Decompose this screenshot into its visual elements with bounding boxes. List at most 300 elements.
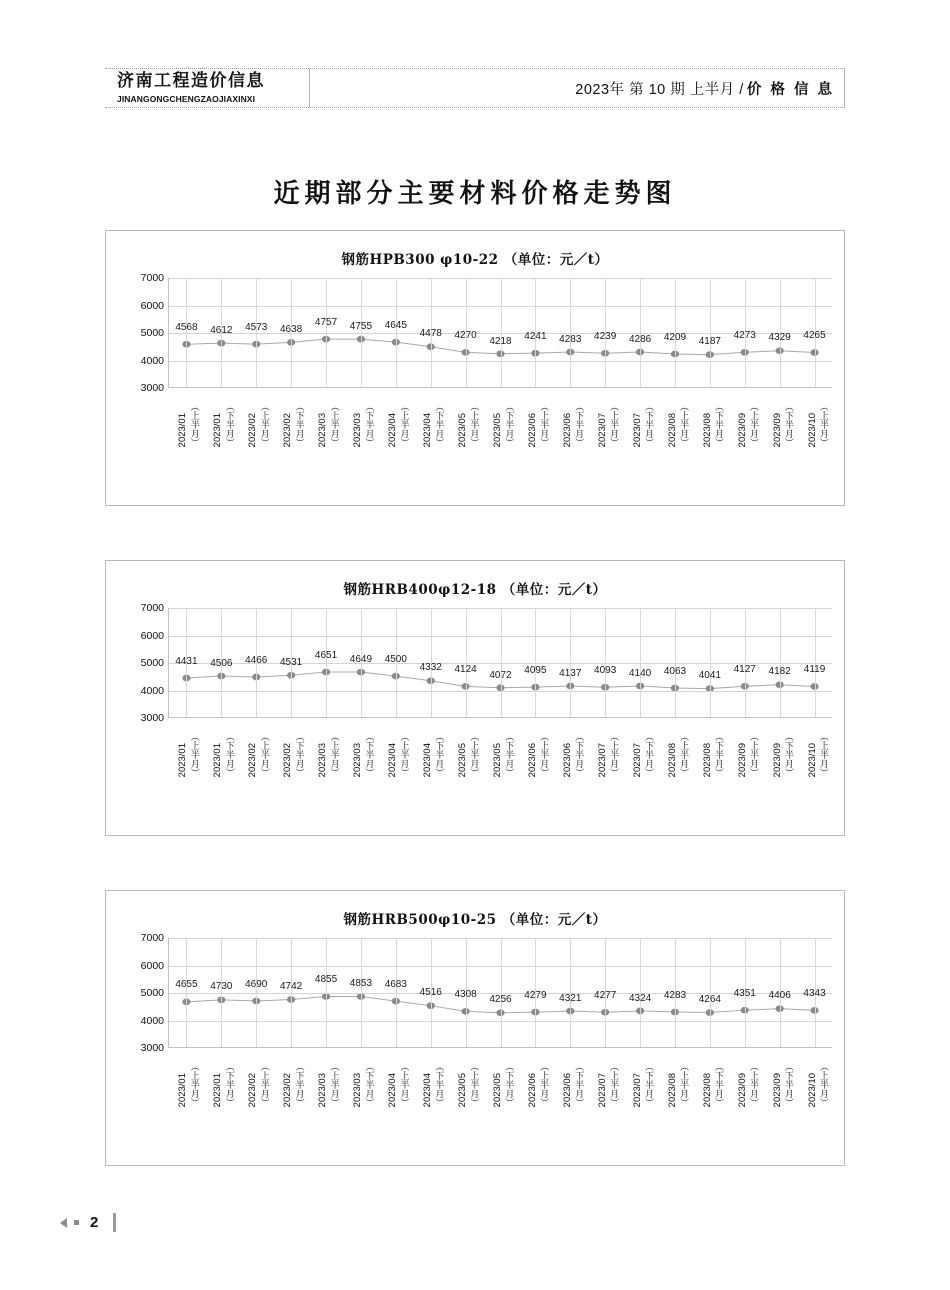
data-point-label: 4649 (349, 653, 373, 665)
y-axis-tick: 6000 (140, 959, 164, 972)
gridline-vertical (780, 608, 781, 717)
y-axis-tick: 3000 (140, 1042, 164, 1054)
data-point-label: 4286 (628, 333, 652, 345)
data-point-label: 4279 (524, 989, 547, 1001)
issue-date: 2023年 第 10 期 上半月 / (575, 81, 744, 98)
x-axis-date: 2023/01 (212, 742, 224, 777)
x-axis-tick-label (736, 1054, 758, 1110)
x-axis-half-month: （上半月） (468, 1062, 479, 1107)
y-axis-tick: 4000 (140, 1014, 164, 1027)
x-axis-half-month: （下半月） (293, 1062, 304, 1107)
x-axis-date: 2023/04 (387, 412, 399, 447)
gridline-vertical (815, 608, 816, 717)
x-axis-half-month: （上半月） (538, 402, 549, 447)
x-axis-date: 2023/06 (526, 412, 538, 447)
x-axis-half-month: （上半月） (678, 1062, 689, 1107)
x-axis-tick-label (666, 724, 689, 780)
x-axis-half-month: （下半月） (503, 402, 514, 447)
x-axis-half-month: （下半月） (782, 732, 793, 777)
x-axis-date: 2023/09 (736, 412, 748, 447)
x-axis-date: 2023/10 (806, 412, 818, 447)
data-point-label: 4209 (663, 331, 687, 343)
gridline-vertical (326, 938, 327, 1047)
x-axis-half-month: （上半月） (608, 732, 619, 777)
x-axis-date: 2023/07 (631, 412, 643, 447)
x-axis-tick-label (561, 724, 584, 780)
x-axis-tick-label (352, 394, 374, 450)
data-point-label: 4273 (733, 329, 756, 341)
x-axis-half-month: （上半月） (188, 732, 199, 777)
x-axis-date: 2023/09 (736, 1072, 748, 1107)
x-axis-half-month: （下半月） (573, 1062, 584, 1107)
x-axis-half-month: （下半月） (293, 732, 304, 777)
x-axis-date: 2023/07 (631, 742, 643, 777)
data-point-label: 4478 (419, 328, 442, 340)
page-title: 近期部分主要材料价格走势图 (273, 179, 677, 209)
x-axis-tick-label (282, 724, 304, 780)
page-rule (113, 1213, 116, 1232)
plot-wrapper (106, 272, 844, 493)
data-point-label: 4283 (663, 989, 687, 1001)
x-axis-half-month: （上半月） (538, 732, 549, 777)
x-axis-date: 2023/02 (247, 412, 259, 447)
x-axis-half-month: （下半月） (643, 402, 654, 447)
x-axis-tick-label (457, 394, 479, 450)
x-axis-half-month: （下半月） (573, 402, 584, 447)
x-axis-date: 2023/08 (666, 742, 678, 777)
x-axis-half-month: （下半月） (782, 402, 793, 447)
y-axis-tick: 4000 (140, 684, 164, 697)
x-axis-tick-label (492, 1054, 514, 1110)
x-axis-half-month: （下半月） (363, 1062, 374, 1107)
x-axis-tick-label (177, 724, 199, 780)
issue-info (310, 69, 845, 107)
x-axis-date: 2023/05 (457, 742, 469, 777)
y-axis-tick: 7000 (140, 602, 164, 614)
brand-title-cn: 济南工程造价信息 (117, 71, 265, 92)
x-axis-tick-label (177, 1054, 199, 1110)
x-axis-tick-label (317, 1054, 339, 1110)
data-point-label: 4755 (349, 320, 373, 332)
x-axis-half-month: （下半月） (433, 732, 444, 777)
data-point-label: 4072 (489, 669, 512, 681)
x-axis-date: 2023/06 (561, 1072, 573, 1107)
gridline-vertical (570, 278, 571, 387)
data-point-label: 4241 (524, 330, 547, 342)
triangle-left-icon (60, 1218, 67, 1228)
gridline-vertical (501, 938, 502, 1047)
x-axis-tick-label (422, 1054, 444, 1110)
x-axis-half-month: （上半月） (747, 732, 758, 777)
data-point-label: 4093 (594, 664, 617, 676)
x-axis-tick-label (352, 724, 374, 780)
data-point-label: 4277 (594, 989, 617, 1001)
x-axis-tick-label (177, 394, 199, 450)
x-axis-date: 2023/03 (352, 742, 364, 777)
x-axis-date: 2023/03 (352, 1072, 364, 1107)
x-axis-date: 2023/02 (247, 742, 259, 777)
x-axis-date: 2023/06 (561, 412, 573, 447)
x-axis-date: 2023/08 (701, 1072, 713, 1107)
x-axis-date: 2023/07 (596, 1072, 608, 1107)
x-axis-half-month: （上半月） (817, 732, 828, 777)
data-point-label: 4730 (210, 981, 233, 993)
x-axis-date: 2023/03 (317, 742, 329, 777)
x-axis-tick-label (701, 394, 723, 450)
x-axis-tick-label (561, 394, 584, 450)
gridline-vertical (256, 938, 257, 1047)
x-axis-date: 2023/05 (457, 412, 469, 447)
y-axis (116, 932, 164, 1054)
x-axis-date: 2023/09 (771, 412, 783, 447)
gridline-vertical (361, 938, 362, 1047)
x-axis-half-month: （下半月） (782, 1062, 793, 1107)
x-axis-date: 2023/05 (492, 742, 503, 777)
data-point-label: 4095 (524, 664, 547, 676)
gridline-vertical (535, 608, 536, 717)
data-point-label: 4516 (419, 987, 442, 999)
y-axis-tick: 5000 (140, 987, 164, 999)
x-axis-half-month: （上半月） (398, 732, 409, 777)
x-axis-tick-label (422, 724, 444, 780)
page-number: 2 (90, 1214, 99, 1231)
data-point-label: 4329 (768, 332, 791, 344)
x-axis-date: 2023/07 (596, 742, 608, 777)
x-axis-date: 2023/08 (666, 1072, 678, 1107)
data-point-label: 4332 (419, 662, 442, 674)
chart-title: 钢筋HRB400φ12-18 （单位：元／t） (343, 582, 607, 598)
brand-title-en: JINANGONGCHENGZAOJIAXINXI (117, 93, 256, 104)
gridline-vertical (745, 608, 746, 717)
x-axis-tick-label (212, 394, 234, 450)
x-axis-tick-label (806, 724, 828, 780)
x-axis-tick-label (526, 1054, 549, 1110)
x-axis-half-month: （上半月） (678, 402, 689, 447)
x-axis-tick-label (247, 724, 269, 780)
gridline-vertical (501, 608, 502, 717)
x-axis-half-month: （下半月） (713, 732, 723, 777)
y-axis (116, 602, 164, 724)
data-point-label: 4645 (384, 319, 407, 331)
x-axis-date: 2023/02 (247, 1072, 259, 1107)
x-axis-half-month: （上半月） (468, 402, 479, 447)
data-point-label: 4308 (454, 989, 477, 1001)
x-axis-half-month: （下半月） (433, 1062, 444, 1107)
x-axis-date: 2023/09 (771, 1072, 783, 1107)
x-axis (168, 390, 832, 490)
gridline-vertical (605, 608, 606, 717)
x-axis-date: 2023/06 (526, 742, 538, 777)
data-point-label: 4431 (175, 655, 198, 667)
page-header (105, 68, 845, 108)
x-axis-date: 2023/01 (177, 412, 189, 447)
x-axis-half-month: （上半月） (328, 732, 339, 777)
data-point-label: 4256 (489, 994, 512, 1006)
data-point-label: 4239 (594, 330, 617, 342)
x-axis-tick-label (212, 724, 234, 780)
data-point-label: 4127 (733, 664, 756, 675)
x-axis-half-month: （下半月） (713, 402, 723, 447)
x-axis-tick-label (282, 1054, 304, 1110)
chart-panel-hrb400 (105, 560, 845, 836)
gridline-vertical (640, 608, 641, 717)
data-point-label: 4690 (245, 978, 268, 990)
x-axis-date: 2023/04 (387, 742, 399, 777)
x-axis-half-month: （下半月） (223, 732, 234, 777)
x-axis-tick-label (212, 1054, 234, 1110)
x-axis-half-month: （下半月） (293, 402, 304, 447)
x-axis-date: 2023/02 (282, 1072, 294, 1107)
data-point-label: 4406 (768, 990, 791, 1002)
x-axis-half-month: （上半月） (747, 1062, 758, 1107)
y-axis-tick: 3000 (140, 712, 164, 724)
gridline-vertical (675, 608, 676, 717)
x-axis-half-month: （下半月） (223, 402, 234, 447)
chart-panel-hpb300 (105, 230, 845, 506)
x-axis-tick-label (771, 724, 793, 780)
x-axis-half-month: （上半月） (608, 402, 619, 447)
y-axis-tick: 7000 (140, 272, 164, 284)
x-axis-half-month: （下半月） (643, 1062, 654, 1107)
gridline-vertical (396, 278, 397, 387)
chart-title: 钢筋HPB300 φ10-22 （单位：元／t） (341, 252, 609, 268)
x-axis-date: 2023/04 (387, 1072, 399, 1107)
gridline-vertical (326, 278, 327, 387)
data-point-label: 4119 (803, 664, 826, 676)
x-axis-half-month: （下半月） (433, 402, 444, 447)
x-axis-tick-label (317, 394, 339, 450)
data-point-label: 4321 (559, 992, 582, 1004)
data-point-label: 4612 (210, 324, 233, 336)
x-axis-date: 2023/01 (212, 1072, 224, 1107)
x-axis-half-month: （上半月） (817, 402, 828, 447)
data-point-label: 4757 (314, 316, 338, 328)
x-axis-tick-label (666, 1054, 689, 1110)
y-axis-tick: 7000 (140, 932, 164, 944)
plot-area (168, 278, 832, 388)
plot-wrapper (106, 932, 844, 1153)
x-axis-half-month: （下半月） (363, 402, 374, 447)
gridline-vertical (710, 938, 711, 1047)
x-axis-half-month: （上半月） (747, 402, 758, 447)
x-axis-date: 2023/09 (736, 742, 748, 777)
x-axis-tick-label (701, 724, 723, 780)
x-axis-half-month: （上半月） (817, 1062, 828, 1107)
x-axis-tick-label (387, 394, 409, 450)
data-point-label: 4140 (628, 667, 652, 679)
x-axis-half-month: （下半月） (643, 732, 654, 777)
x-axis-half-month: （上半月） (188, 1062, 199, 1107)
x-axis-tick-label (771, 394, 793, 450)
data-point-label: 4063 (663, 665, 687, 677)
x-axis-half-month: （下半月） (363, 732, 374, 777)
x-axis-half-month: （上半月） (328, 402, 339, 447)
x-axis-tick-label (806, 394, 828, 450)
x-axis-tick-label (282, 394, 304, 450)
x-axis-date: 2023/08 (666, 412, 678, 447)
data-point-label: 4855 (314, 973, 338, 985)
x-axis-date: 2023/03 (352, 412, 364, 447)
x-axis-tick-label (247, 1054, 269, 1110)
x-axis-half-month: （下半月） (503, 1062, 514, 1107)
data-point-label: 4283 (559, 333, 582, 345)
x-axis-tick-label (526, 394, 549, 450)
x-axis-half-month: （下半月） (223, 1062, 234, 1107)
x-axis-half-month: （上半月） (538, 1062, 549, 1107)
data-point-label: 4573 (245, 321, 268, 333)
gridline-vertical (221, 938, 222, 1047)
x-axis-date: 2023/07 (631, 1072, 643, 1107)
data-point-label: 4651 (314, 649, 338, 661)
x-axis-half-month: （上半月） (328, 1062, 339, 1107)
issue-section-label: 价 格 信 息 (746, 81, 834, 98)
gridline-vertical (710, 608, 711, 717)
x-axis-date: 2023/05 (457, 1072, 469, 1107)
x-axis-half-month: （上半月） (608, 1062, 619, 1107)
x-axis-date: 2023/08 (701, 742, 713, 777)
x-axis-tick-label (631, 394, 654, 450)
x-axis-half-month: （上半月） (468, 732, 479, 777)
chart-panel-hrb500 (105, 890, 845, 1166)
data-point-label: 4853 (349, 978, 373, 990)
x-axis-tick-label (631, 724, 654, 780)
y-axis-tick: 5000 (140, 657, 164, 669)
gridline-vertical (501, 278, 502, 387)
data-point-label: 4683 (384, 978, 407, 990)
masthead-brand (105, 69, 310, 107)
x-axis-half-month: （下半月） (503, 732, 514, 777)
data-point-label: 4124 (454, 664, 477, 676)
chart-title: 钢筋HRB500φ10-25 （单位：元／t） (343, 912, 607, 928)
x-axis-half-month: （上半月） (678, 732, 689, 777)
x-axis-date: 2023/01 (177, 1072, 189, 1107)
x-axis-tick-label (457, 1054, 479, 1110)
square-marker-icon (74, 1220, 79, 1225)
data-point-label: 4638 (280, 323, 303, 335)
data-point-label: 4265 (803, 330, 826, 342)
gridline-vertical (361, 278, 362, 387)
plot-area (168, 938, 832, 1048)
x-axis-date: 2023/04 (422, 742, 434, 777)
x-axis-date: 2023/09 (771, 742, 783, 777)
x-axis-half-month: （上半月） (258, 402, 269, 447)
y-axis-tick: 5000 (140, 327, 164, 339)
data-point-label: 4506 (210, 657, 233, 669)
x-axis-date: 2023/10 (806, 742, 818, 777)
x-axis-date: 2023/10 (806, 1072, 818, 1107)
y-axis-tick: 6000 (140, 299, 164, 312)
x-axis-date: 2023/02 (282, 742, 294, 777)
plot-wrapper (106, 602, 844, 823)
plot-area (168, 608, 832, 718)
gridline-vertical (396, 938, 397, 1047)
x-axis-tick-label (526, 724, 549, 780)
x-axis-tick-label (596, 724, 619, 780)
gridline-vertical (710, 278, 711, 387)
data-point-label: 4343 (803, 988, 826, 1000)
gridline-vertical (640, 278, 641, 387)
data-point-label: 4137 (559, 667, 582, 679)
x-axis-half-month: （上半月） (258, 1062, 269, 1107)
gridline-vertical (291, 938, 292, 1047)
x-axis-half-month: （上半月） (398, 1062, 409, 1107)
x-axis-tick-label (561, 1054, 584, 1110)
gridline-vertical (186, 938, 187, 1047)
data-point-label: 4500 (384, 653, 407, 665)
x-axis-half-month: （下半月） (573, 732, 584, 777)
x-axis-tick-label (771, 1054, 793, 1110)
data-point-label: 4351 (733, 987, 756, 999)
x-axis-date: 2023/05 (492, 1072, 503, 1107)
data-point-label: 4182 (768, 666, 791, 678)
gridline-vertical (466, 608, 467, 717)
x-axis-date: 2023/04 (422, 412, 434, 447)
data-point-label: 4324 (628, 992, 652, 1004)
x-axis-tick-label (492, 394, 514, 450)
y-axis-tick: 6000 (140, 629, 164, 642)
x-axis (168, 1050, 832, 1150)
x-axis-half-month: （上半月） (258, 732, 269, 777)
x-axis-tick-label (492, 724, 514, 780)
x-axis (168, 720, 832, 820)
y-axis (116, 272, 164, 394)
x-axis-tick-label (701, 1054, 723, 1110)
y-axis-tick: 3000 (140, 382, 164, 394)
page-footer (60, 1213, 116, 1232)
data-point-label: 4655 (175, 979, 198, 991)
data-point-label: 4218 (489, 335, 512, 347)
x-axis-half-month: （上半月） (398, 402, 409, 447)
x-axis-tick-label (631, 1054, 654, 1110)
x-axis-tick-label (247, 394, 269, 450)
x-axis-date: 2023/01 (212, 412, 224, 447)
x-axis-date: 2023/01 (177, 742, 189, 777)
x-axis-date: 2023/02 (282, 412, 294, 447)
x-axis-date: 2023/06 (561, 742, 573, 777)
x-axis-date: 2023/08 (701, 412, 713, 447)
x-axis-tick-label (666, 394, 689, 450)
x-axis-tick-label (317, 724, 339, 780)
x-axis-tick-label (736, 724, 758, 780)
data-point-label: 4466 (245, 654, 268, 666)
x-axis-half-month: （下半月） (713, 1062, 723, 1107)
x-axis-half-month: （上半月） (188, 402, 199, 447)
x-axis-tick-label (736, 394, 758, 450)
x-axis-tick-label (387, 1054, 409, 1110)
x-axis-date: 2023/07 (596, 412, 608, 447)
x-axis-tick-label (422, 394, 444, 450)
x-axis-date: 2023/04 (422, 1072, 434, 1107)
x-axis-tick-label (806, 1054, 828, 1110)
data-point-label: 4568 (175, 321, 198, 333)
x-axis-date: 2023/05 (492, 412, 503, 447)
gridline-vertical (326, 608, 327, 717)
data-point-label: 4742 (280, 981, 303, 993)
x-axis-tick-label (596, 1054, 619, 1110)
x-axis-tick-label (387, 724, 409, 780)
x-axis-tick-label (352, 1054, 374, 1110)
data-point-label: 4270 (454, 330, 477, 342)
x-axis-date: 2023/03 (317, 1072, 329, 1107)
x-axis-date: 2023/06 (526, 1072, 538, 1107)
gridline-vertical (570, 608, 571, 717)
y-axis-tick: 4000 (140, 354, 164, 367)
x-axis-tick-label (596, 394, 619, 450)
data-point-label: 4264 (698, 994, 721, 1006)
data-point-label: 4187 (698, 336, 721, 348)
x-axis-tick-label (457, 724, 479, 780)
data-point-label: 4041 (698, 670, 721, 682)
